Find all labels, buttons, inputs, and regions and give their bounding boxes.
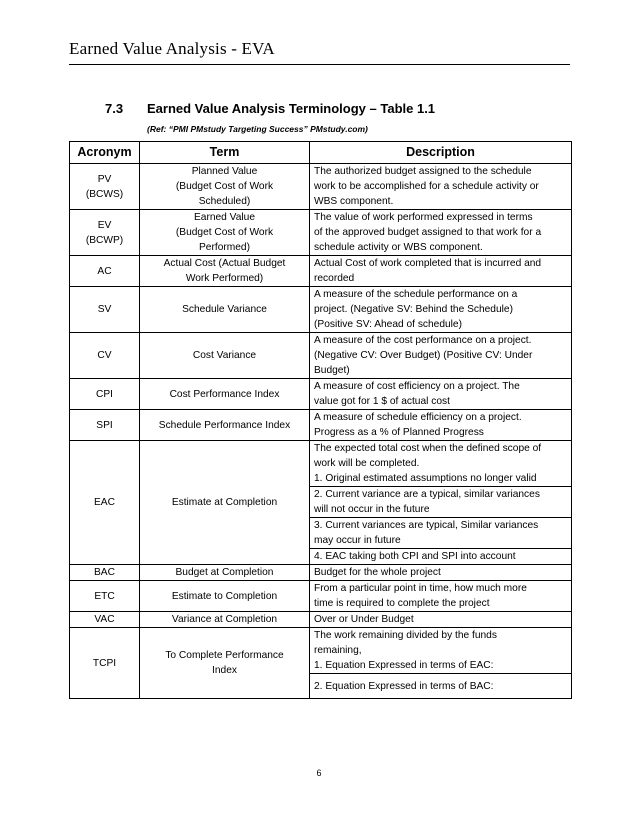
cell-line: 3. Current variances are typical, Similar variances <box>314 520 539 531</box>
table-row <box>70 256 572 287</box>
description-cell <box>310 674 572 699</box>
term-cell <box>140 164 310 210</box>
cell-line: of the approved budget assigned to that work for a <box>314 227 542 238</box>
acronym-cell <box>70 379 140 410</box>
cell-line: VAC <box>94 614 115 625</box>
cell-line: (Positive SV: Ahead of schedule) <box>314 319 462 330</box>
cell-line: remaining, <box>314 645 362 656</box>
cell-line: Estimate to Completion <box>171 590 278 602</box>
term-cell <box>140 379 310 410</box>
cell-line: Budget) <box>314 365 350 376</box>
cell-line: SV <box>97 304 112 315</box>
acronym-cell <box>70 565 140 581</box>
cell-line: CV <box>97 350 112 361</box>
term-cell <box>140 256 310 287</box>
cell-line: AC <box>97 265 112 277</box>
cell-line: 1. Original estimated assumptions no longer valid <box>314 473 537 484</box>
table-row <box>70 210 572 256</box>
cell-line: (BCWP) <box>85 234 124 246</box>
table-row <box>70 333 572 379</box>
cell-line: may occur in future <box>314 535 401 546</box>
description-cell <box>310 518 572 549</box>
acronym-cell <box>70 164 140 210</box>
description-cell <box>310 565 572 581</box>
cell-line: work will be completed. <box>314 458 420 469</box>
cell-line: BAC <box>94 567 115 578</box>
description-cell <box>310 164 572 210</box>
cell-line: SPI <box>96 419 113 431</box>
description-cell <box>310 333 572 379</box>
description-cell <box>310 210 572 256</box>
cell-line: (BCWS) <box>85 188 124 200</box>
description-cell <box>310 612 572 628</box>
cell-line: (Budget Cost of Work <box>175 181 274 192</box>
cell-line: will not occur in the future <box>314 504 430 515</box>
header-acronym: Acronym <box>70 142 140 164</box>
cell-line: From a particular point in time, how much more <box>314 583 527 594</box>
acronym-cell <box>70 410 140 441</box>
cell-line: A measure of schedule efficiency on a project. <box>314 412 522 423</box>
cell-line: Schedule Variance <box>182 304 267 315</box>
cell-line: (Budget Cost of Work <box>175 227 274 238</box>
cell-line: Actual Cost (Actual Budget <box>163 258 286 269</box>
page-number: 6 <box>316 768 322 778</box>
cell-line: 2. Equation Expressed in terms of BAC: <box>314 680 494 692</box>
cell-line: ETC <box>94 590 115 602</box>
cell-line: time is required to complete the project <box>314 598 490 609</box>
cell-line: Schedule Performance Index <box>158 419 291 431</box>
cell-line: 1. Equation Expressed in terms of EAC: <box>314 660 494 671</box>
description-cell <box>310 287 572 333</box>
cell-line: The work remaining divided by the funds <box>314 630 497 641</box>
cell-line: A measure of the schedule performance on a <box>314 289 518 300</box>
term-cell <box>140 210 310 256</box>
cell-line: 2. Current variance are a typical, similar variances <box>314 489 540 500</box>
description-cell <box>310 549 572 565</box>
term-cell <box>140 628 310 699</box>
cell-line: Performed) <box>199 242 250 253</box>
cell-line: The authorized budget assigned to the schedule <box>314 166 532 177</box>
term-cell <box>140 287 310 333</box>
cell-line: The value of work performed expressed in terms <box>314 212 533 223</box>
description-cell <box>310 379 572 410</box>
term-cell <box>140 612 310 628</box>
term-cell <box>140 410 310 441</box>
description-cell <box>310 487 572 518</box>
cell-line: PV <box>97 173 112 185</box>
cell-line: Work Performed) <box>185 273 264 284</box>
description-cell <box>310 441 572 487</box>
cell-line: Scheduled) <box>198 196 251 207</box>
cell-line: Over or Under Budget <box>314 614 414 625</box>
page-header <box>69 36 570 65</box>
description-cell <box>310 628 572 674</box>
cell-line: Cost Variance <box>192 350 257 361</box>
cell-line: Actual Cost of work completed that is incurred and <box>314 258 542 269</box>
term-cell <box>140 581 310 612</box>
section-title: Earned Value Analysis Terminology – Table 1.1 <box>147 101 436 116</box>
term-cell: Estimate at Completion <box>140 441 310 565</box>
cell-line: Earned Value <box>194 212 255 223</box>
table-row <box>70 441 572 487</box>
acronym-cell <box>70 581 140 612</box>
table-row <box>70 287 572 333</box>
acronym-cell <box>70 612 140 628</box>
cell-line: Planned Value <box>191 166 258 177</box>
cell-line: recorded <box>314 273 355 284</box>
section-reference: (Ref: “PMI PMstudy Targeting Success” PMstudy.com) <box>147 124 368 134</box>
description-cell <box>310 256 572 287</box>
cell-line: Cost Performance Index <box>169 388 280 400</box>
cell-line: Index <box>212 665 237 676</box>
cell-line: Budget at Completion <box>175 567 274 578</box>
section-number: 7.3 <box>105 101 124 116</box>
cell-line: WBS component. <box>314 196 394 207</box>
cell-line: (Negative CV: Over Budget) (Positive CV: Under <box>314 350 533 361</box>
cell-line: value got for 1 $ of actual cost <box>314 396 450 407</box>
table-row <box>70 565 572 581</box>
acronym-cell <box>70 256 140 287</box>
description-cell <box>310 581 572 612</box>
cell-line: A measure of the cost performance on a project. <box>314 335 532 346</box>
term-cell <box>140 565 310 581</box>
cell-line: work to be accomplished for a schedule activity or <box>314 181 539 192</box>
acronym-cell: TCPI <box>70 628 140 699</box>
cell-line: Variance at Completion <box>171 614 278 625</box>
terminology-table <box>69 141 572 699</box>
table-row <box>70 164 572 210</box>
table-row <box>70 581 572 612</box>
cell-line: 4. EAC taking both CPI and SPI into account <box>314 551 516 562</box>
header-description: Description <box>310 142 572 164</box>
acronym-cell <box>70 333 140 379</box>
cell-line: To Complete Performance <box>165 650 284 661</box>
acronym-cell: EAC <box>70 441 140 565</box>
acronym-cell <box>70 210 140 256</box>
header-title: Earned Value Analysis - EVA <box>69 39 275 58</box>
table-row <box>70 612 572 628</box>
table-row <box>70 628 572 674</box>
table-row <box>70 379 572 410</box>
cell-line: EV <box>97 219 112 231</box>
cell-line: A measure of cost efficiency on a project. The <box>314 381 520 392</box>
acronym-cell <box>70 287 140 333</box>
cell-line: Budget for the whole project <box>314 567 441 578</box>
header-term: Term <box>140 142 310 164</box>
cell-line: project. (Negative SV: Behind the Schedule) <box>314 304 513 315</box>
cell-line: The expected total cost when the defined scope of <box>314 443 542 454</box>
description-cell <box>310 410 572 441</box>
table-row <box>70 410 572 441</box>
table-header-row <box>70 142 572 164</box>
term-cell <box>140 333 310 379</box>
cell-line: CPI <box>96 388 113 400</box>
cell-line: schedule activity or WBS component. <box>314 242 483 253</box>
cell-line: Progress as a % of Planned Progress <box>314 427 484 438</box>
